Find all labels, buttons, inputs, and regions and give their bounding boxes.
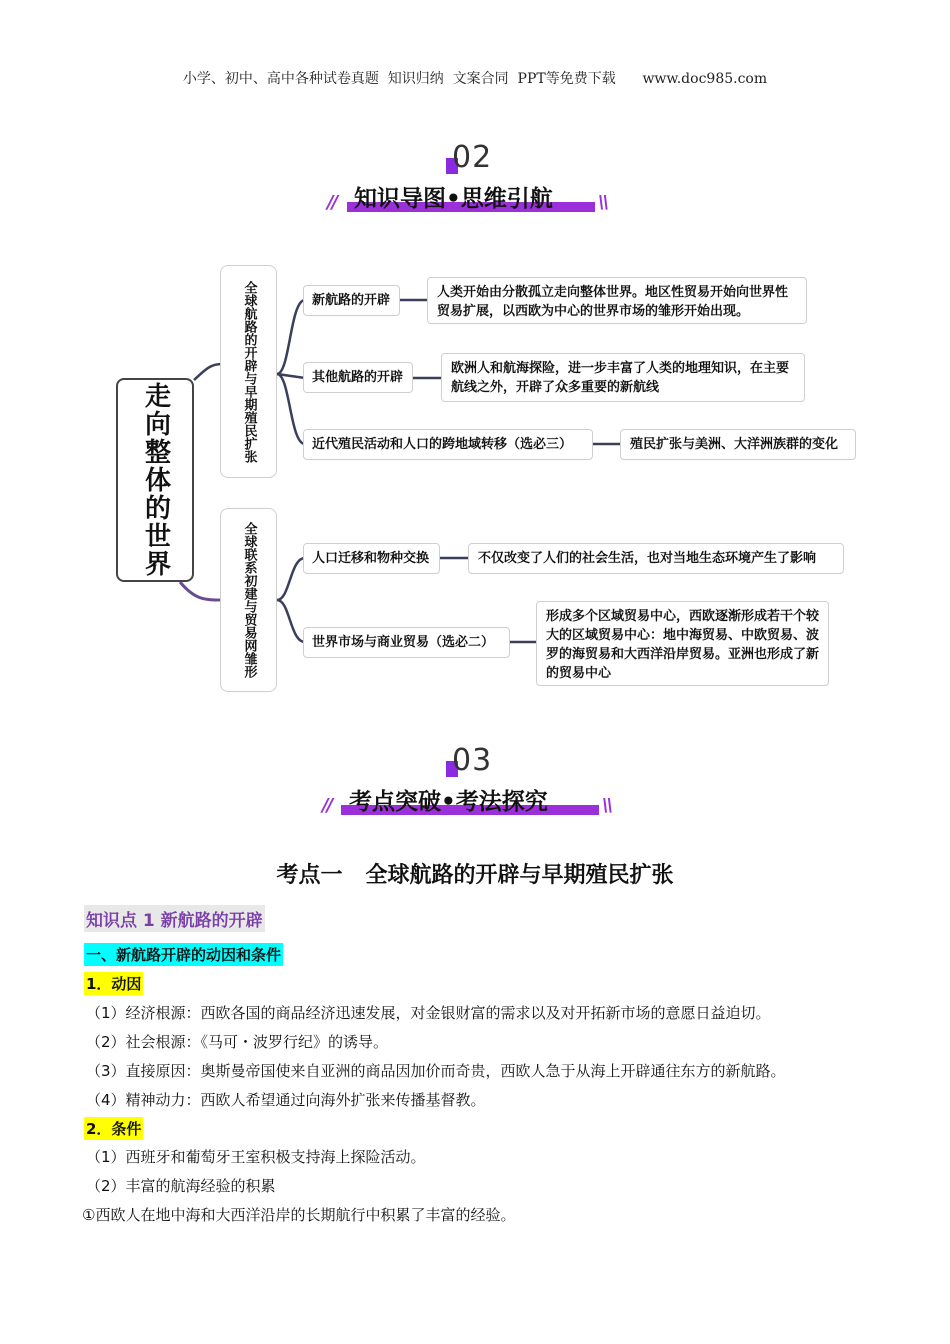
section-number: 03 — [452, 743, 493, 778]
mindmap-branch-2: 全球联系初建与贸易网雏形 — [220, 508, 277, 692]
condition-royal-support: （1）西班牙和葡萄牙王室积极支持海上探险活动。 — [86, 1148, 426, 1166]
mindmap-detail-migration-exchange: 不仅改变了人们的社会生活，也对当地生态环境产生了影响 — [468, 543, 844, 574]
mindmap-root: 走向整体的世界 — [116, 378, 194, 582]
right-slash-decoration: \\ — [602, 795, 612, 816]
reason-direct: （3）直接原因：奥斯曼帝国使来自亚洲的商品因加价而奇贵，西欧人急于从海上开辟通往东方的新航路。 — [86, 1062, 786, 1080]
knowledge-point-heading: 知识点 1 新航路的开辟 — [84, 905, 265, 932]
section-03-heading — [0, 743, 950, 823]
condition-experience-detail: ①西欧人在地中海和大西洋沿岸的长期航行中积累了丰富的经验。 — [82, 1206, 516, 1224]
mindmap-detail-colonial-migration: 殖民扩张与美洲、大洋洲族群的变化 — [620, 429, 856, 460]
mindmap-node-other-routes: 其他航路的开辟 — [303, 362, 413, 393]
mindmap-node-colonial-migration: 近代殖民活动和人口的跨地域转移（选必三） — [303, 429, 593, 460]
section-number: 02 — [452, 140, 493, 175]
subheading-motives-conditions: 一、新航路开辟的动因和条件 — [84, 943, 283, 966]
mindmap-detail-world-market: 形成多个区域贸易中心，西欧逐渐形成若干个较大的区域贸易中心：地中海贸易、中欧贸易、波罗的海贸易和大西洋沿岸贸易。亚洲也形成了新的贸易中心 — [536, 601, 829, 686]
page-header: 小学、初中、高中各种试卷真题 知识归纳 文案合同 PPT等免费下载 www.doc985.com — [182, 71, 768, 87]
section-title: 考点突破•考法探究 — [349, 789, 548, 815]
mindmap-node-world-market: 世界市场与商业贸易（选必二） — [303, 627, 510, 658]
condition-navigation-experience: （2）丰富的航海经验的积累 — [86, 1177, 276, 1195]
mindmap-node-new-routes: 新航路的开辟 — [303, 285, 400, 316]
right-slash-decoration: \\ — [598, 192, 608, 213]
left-slash-decoration: // — [322, 795, 332, 816]
left-slash-decoration: // — [327, 192, 337, 213]
reason-economic: （1）经济根源：西欧各国的商品经济迅速发展，对金银财富的需求以及对开拓新市场的意愿日益迫切。 — [86, 1004, 771, 1022]
reason-social: （2）社会根源：《马可・波罗行纪》的诱导。 — [86, 1033, 389, 1051]
mindmap-detail-other-routes: 欧洲人和航海探险，进一步丰富了人类的地理知识，在主要航线之外，开辟了众多重要的新航线 — [441, 353, 805, 402]
item-conditions-heading: 2．条件 — [84, 1117, 143, 1140]
item-motives-heading: 1．动因 — [84, 972, 143, 995]
mindmap-branch-1: 全球航路的开辟与早期殖民扩张 — [220, 265, 277, 478]
section-title: 知识导图•思维引航 — [354, 186, 553, 212]
reason-spiritual: （4）精神动力：西欧人希望通过向海外扩张来传播基督教。 — [86, 1091, 486, 1109]
mindmap-detail-new-routes: 人类开始由分散孤立走向整体世界。地区性贸易开始向世界性贸易扩展，以西欧为中心的世界市场的雏形开始出现。 — [427, 277, 807, 324]
mindmap-node-migration-exchange: 人口迁移和物种交换 — [303, 543, 440, 574]
exam-point-title: 考点一 全球航路的开辟与早期殖民扩张 — [276, 863, 674, 888]
